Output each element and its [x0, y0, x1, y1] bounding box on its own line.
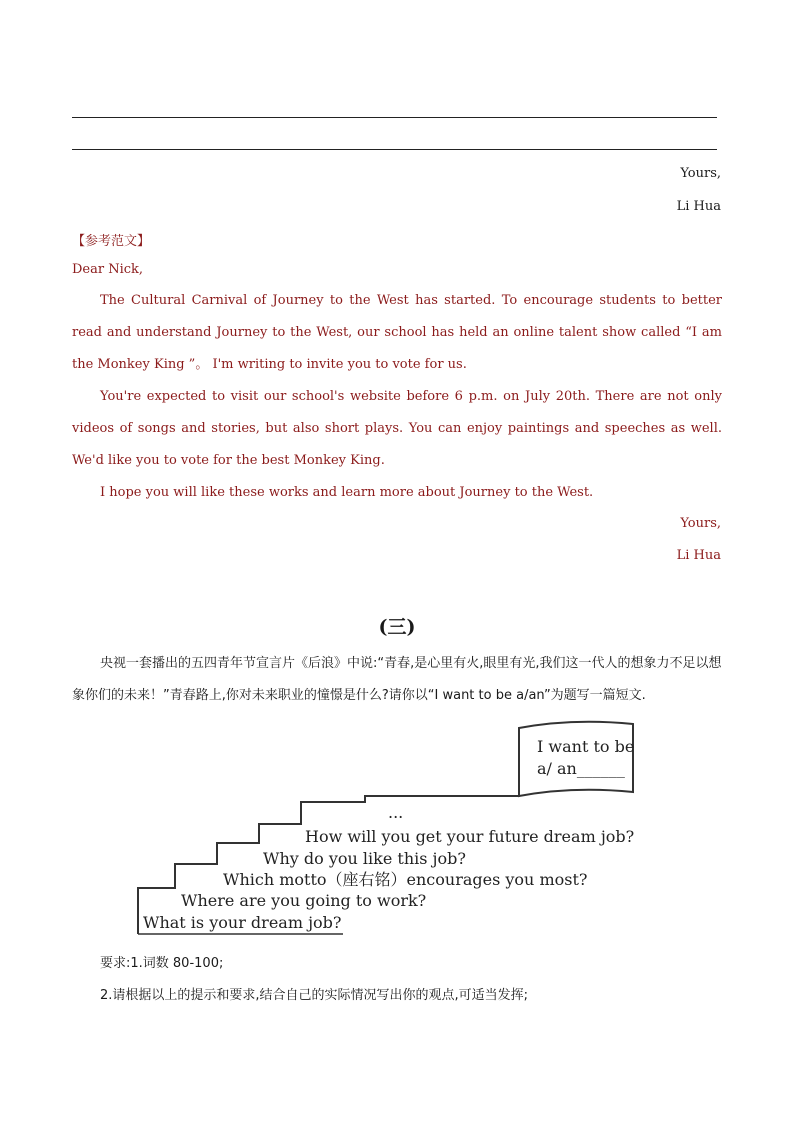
sample-paragraph-2-text: You're expected to visit our school's website before 6 p.m. on July 20th. There are not only videos of songs and stories, but also short plays. You can enjoy paintings and speeches as well. We'd like you to vote for the best Monkey King. [72, 389, 722, 468]
sample-paragraph-1 [72, 285, 722, 381]
requirement-1: 要求:1.词数 80-100; [100, 956, 224, 971]
step-1: What is your dream job? [143, 913, 342, 932]
requirement-2: 2.请根据以上的提示和要求,结合自己的实际情况写出你的观点,可适当发挥; [100, 988, 529, 1003]
closing-yours: Yours, [680, 166, 721, 181]
flag-line-1: I want to be [537, 737, 635, 756]
staircase-illustration [133, 716, 653, 936]
section-prompt-text: 央视一套播出的五四青年节宣言片《后浪》中说:“青春,是心里有火,眼里有光,我们这一代人的想象力不足以想象你们的未来！”青春路上,你对未来职业的憧憬是什么?请你以“I want to be a/an”为题写一篇短文. [72, 656, 722, 703]
step-2: Where are you going to work? [181, 891, 427, 910]
step-5: How will you get your future dream job? [305, 827, 635, 846]
writing-line-1 [72, 117, 717, 118]
closing-name: Li Hua [676, 199, 721, 214]
sample-paragraph-3-text: I hope you will like these works and learn more about Journey to the West. [100, 485, 594, 500]
sample-salutation: Dear Nick, [72, 262, 144, 277]
step-4: Why do you like this job? [263, 849, 466, 868]
sample-label: 【参考范文】 [72, 234, 151, 249]
sample-paragraph-3 [72, 477, 722, 509]
step-3: Which motto（座右铭）encourages you most? [223, 870, 588, 889]
sample-paragraph-2 [72, 381, 722, 477]
flag-line-2: a/ an______ [537, 759, 625, 778]
writing-line-2 [72, 149, 717, 150]
section-prompt [72, 648, 722, 712]
sample-yours: Yours, [680, 516, 721, 531]
sample-name: Li Hua [676, 548, 721, 563]
ellipsis: ... [388, 803, 404, 822]
section-title: (三) [378, 616, 416, 638]
sample-paragraph-1-text: The Cultural Carnival of Journey to the West has started. To encourage students to better read and understand Journey to the West, our school has held an online talent show called “I am the Monkey King ”。 I'm writing to invite you to vote for us. [72, 293, 722, 372]
